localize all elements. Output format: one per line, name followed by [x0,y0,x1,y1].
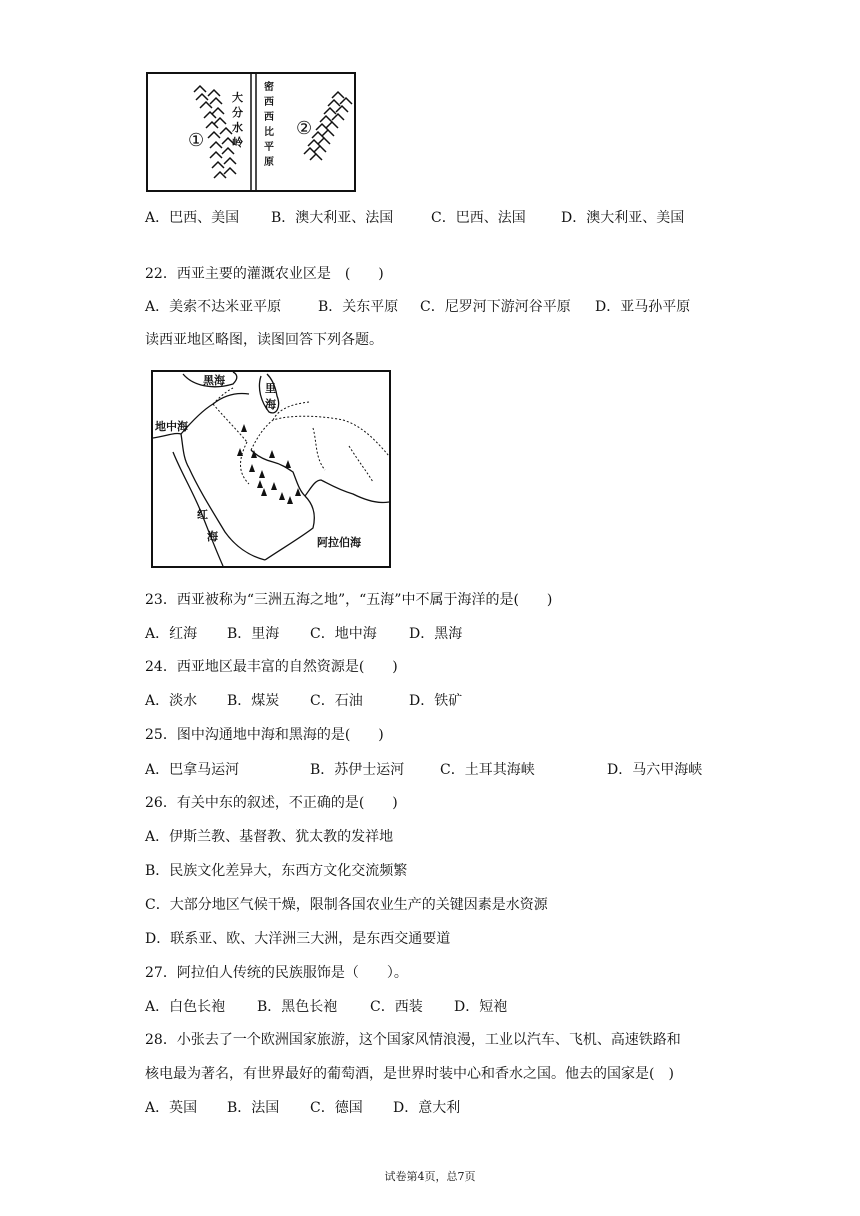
q26-option-c: C．大部分地区气候干燥，限制各国农业生产的关键因素是水资源 [145,897,548,913]
q24-option-c: C．石油 [310,693,363,709]
map-label-red-1: 红 [197,508,208,521]
q28-option-d: D．意大利 [393,1100,461,1116]
panel-left-vertical-text: 大分水岭 [232,91,243,149]
q23-option-d: D．黑海 [409,626,463,642]
oil-field-icons [237,424,301,504]
q25-option-c: C．土耳其海峡 [440,762,535,778]
q22-stem: 22．西亚主要的灌溉农业区是 ( ) [145,266,384,282]
q22-option-c: C．尼罗河下游河谷平原 [420,299,571,315]
q25-option-b: B．苏伊士运河 [310,762,405,778]
figure-mountains-plains [146,72,356,192]
q25-stem: 25．图中沟通地中海和黑海的是( ) [145,727,384,743]
q28-option-a: A．英国 [145,1100,198,1116]
q28-stem-line1: 28．小张去了一个欧洲国家旅游，这个国家风情浪漫，工业以汽车、飞机、高速铁路和 [145,1032,681,1048]
q23-option-b: B．里海 [227,626,280,642]
page-footer: 试卷第4页，总7页 [384,1170,476,1183]
map-intro: 读西亚地区略图，读图回答下列各题。 [145,332,383,348]
q21-option-d: D．澳大利亚、美国 [561,210,685,226]
map-label-black-sea: 黑海 [203,374,225,387]
q24-stem: 24．西亚地区最丰富的自然资源是( ) [145,659,398,675]
map-label-caspian-1: 里 [265,382,276,395]
map-label-red-2: 海 [207,530,218,543]
panel-right-vertical-text: 密西西比平原 [264,82,274,168]
q28-option-c: C．德国 [310,1100,363,1116]
q27-option-c: C．西装 [370,999,423,1015]
q28-option-b: B．法国 [227,1100,280,1116]
q27-option-b: B．黑色长袍 [257,999,338,1015]
q24-option-b: B．煤炭 [227,693,280,709]
q28-stem-line2: 核电最为著名，有世界最好的葡萄酒，是世界时装中心和香水之国。他去的国家是( ) [145,1066,674,1082]
q26-option-d: D．联系亚、欧、大洋洲三大洲，是东西交通要道 [145,931,451,947]
q25-option-a: A．巴拿马运河 [145,762,240,778]
q23-option-a: A．红海 [145,626,198,642]
q22-option-d: D．亚马孙平原 [595,299,691,315]
q27-stem: 27．阿拉伯人传统的民族服饰是（ ）。 [145,965,408,981]
q26-stem: 26．有关中东的叙述，不正确的是( ) [145,795,398,811]
map-label-arabian-sea: 阿拉伯海 [317,536,361,549]
q21-option-b: B．澳大利亚、法国 [271,210,394,226]
q21-option-a: A．巴西、美国 [145,210,240,226]
q27-option-d: D．短袍 [454,999,508,1015]
q26-option-b: B．民族文化差异大，东西方文化交流频繁 [145,863,408,879]
q24-option-d: D．铁矿 [409,693,463,709]
q24-option-a: A．淡水 [145,693,198,709]
q22-option-b: B．关东平原 [318,299,399,315]
q22-option-a: A．美索不达米亚平原 [145,299,282,315]
q27-option-a: A．白色长袍 [145,999,226,1015]
figure-mountains-plains-svg [148,74,354,190]
west-asia-map [151,370,391,568]
q26-option-a: A．伊斯兰教、基督教、犹太教的发祥地 [145,829,394,845]
map-label-mediterranean: 地中海 [155,420,188,433]
q23-stem: 23．西亚被称为“三洲五海之地”，“五海”中不属于海洋的是( ) [145,592,553,608]
circle-label-2: ② [296,118,313,139]
map-label-caspian-2: 海 [265,398,276,411]
circle-label-1: ① [188,130,205,151]
q25-option-d: D．马六甲海峡 [607,762,703,778]
q23-option-c: C．地中海 [310,626,377,642]
q21-option-c: C．巴西、法国 [431,210,526,226]
